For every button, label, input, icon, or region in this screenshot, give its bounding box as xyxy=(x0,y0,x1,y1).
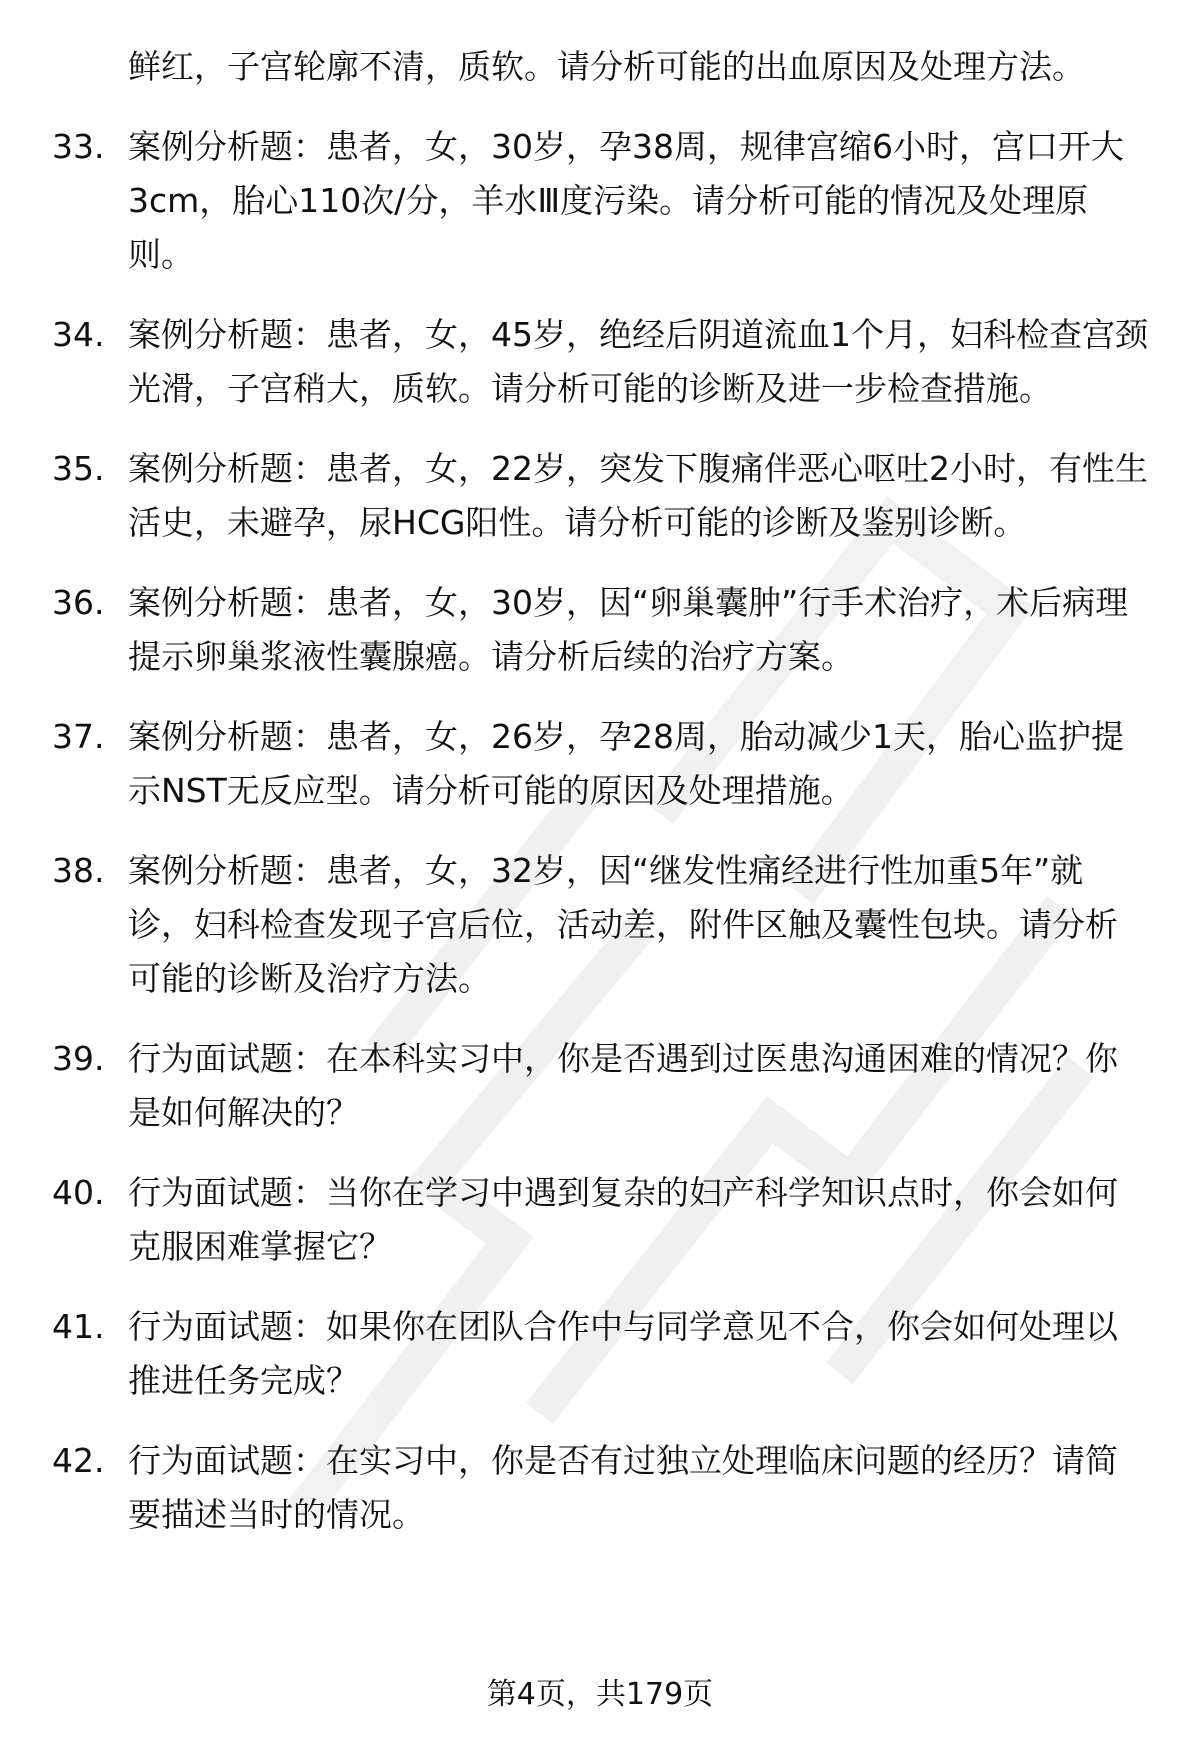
question-item xyxy=(0,442,1200,550)
question-text: 行为面试题：在实习中，你是否有过独立处理临床问题的经历？请简要描述当时的情况。 xyxy=(128,1441,1118,1534)
question-number: 37. xyxy=(52,717,105,756)
question-text: 鲜红，子宫轮廓不清，质软。请分析可能的出血原因及处理方法。 xyxy=(128,47,1085,86)
question-continuation xyxy=(0,40,1200,94)
question-text: 行为面试题：如果你在团队合作中与同学意见不合，你会如何处理以推进任务完成？ xyxy=(128,1307,1118,1400)
question-text: 行为面试题：在本科实习中，你是否遇到过医患沟通困难的情况？你是如何解决的？ xyxy=(128,1039,1118,1132)
question-number: 42. xyxy=(52,1441,105,1480)
question-item xyxy=(0,1300,1200,1408)
question-number: 39. xyxy=(52,1039,105,1078)
page-footer: 第4页，共179页 xyxy=(486,1677,714,1712)
question-item xyxy=(0,710,1200,818)
question-number: 34. xyxy=(52,315,105,354)
question-number: 35. xyxy=(52,449,105,488)
question-text: 案例分析题：患者，女，30岁，孕38周，规律宫缩6小时，宫口开大3cm，胎心110次/分，羊水Ⅲ度污染。请分析可能的情况及处理原则。 xyxy=(128,127,1124,274)
question-text: 案例分析题：患者，女，30岁，因“卵巢囊肿”行手术治疗，术后病理提示卵巢浆液性囊腺癌。请分析后续的治疗方案。 xyxy=(128,583,1129,676)
question-text: 行为面试题：当你在学习中遇到复杂的妇产科学知识点时，你会如何克服困难掌握它？ xyxy=(128,1173,1118,1266)
question-text: 案例分析题：患者，女，26岁，孕28周，胎动减少1天，胎心监护提示NST无反应型。请分析可能的原因及处理措施。 xyxy=(128,717,1124,810)
question-item xyxy=(0,1032,1200,1140)
question-number: 38. xyxy=(52,851,105,890)
question-number: 36. xyxy=(52,583,105,622)
question-item xyxy=(0,120,1200,282)
question-number: 40. xyxy=(52,1173,105,1212)
question-item xyxy=(0,844,1200,1006)
question-text: 案例分析题：患者，女，22岁，突发下腹痛伴恶心呕吐2小时，有性生活史，未避孕，尿HCG阳性。请分析可能的诊断及鉴别诊断。 xyxy=(128,449,1148,542)
question-text: 案例分析题：患者，女，32岁，因“继发性痛经进行性加重5年”就诊，妇科检查发现子宫后位，活动差，附件区触及囊性包块。请分析可能的诊断及治疗方法。 xyxy=(128,851,1118,998)
question-list xyxy=(0,40,1200,1568)
question-number: 33. xyxy=(52,127,105,166)
question-text: 案例分析题：患者，女，45岁，绝经后阴道流血1个月，妇科检查宫颈光滑，子宫稍大，质软。请分析可能的诊断及进一步检查措施。 xyxy=(128,315,1148,408)
question-item xyxy=(0,1434,1200,1542)
question-item xyxy=(0,308,1200,416)
question-item xyxy=(0,576,1200,684)
question-number: 41. xyxy=(52,1307,105,1346)
question-item xyxy=(0,1166,1200,1274)
